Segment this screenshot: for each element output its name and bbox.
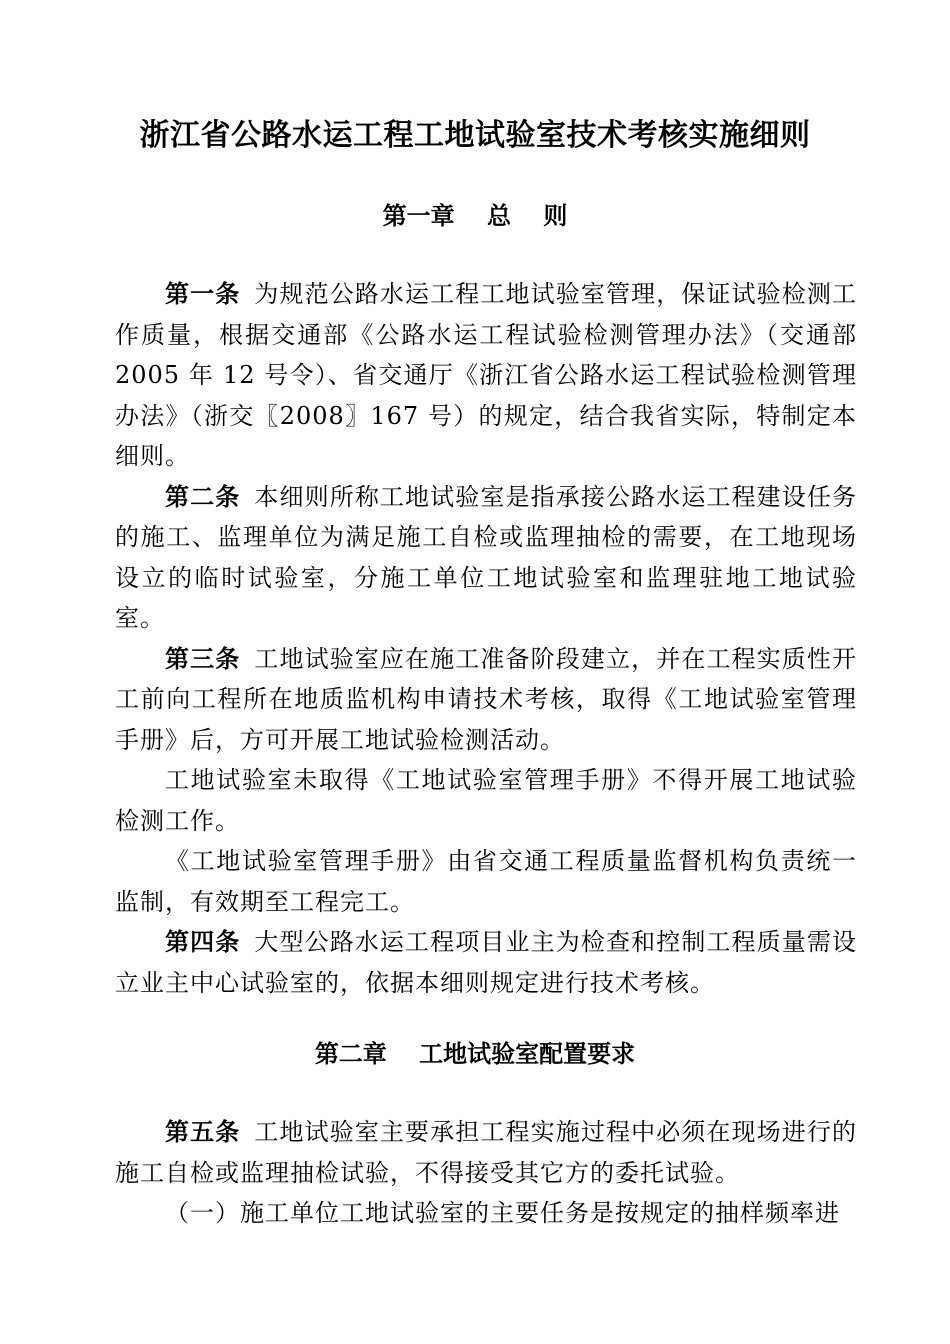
chapter-1-body [115,274,857,1003]
article-3-label: 第三条 [165,643,241,673]
article-4-text: 大型公路水运工程项目业主为检查和控制工程质量需设立业主中心试验室的，依据本细则规定进行技术考核。 [115,928,858,997]
article-3-paragraph-a: 工地试验室未取得《工地试验室管理手册》不得开展工地试验检测工作。 [115,766,857,835]
chapter-1-heading: 第一章 总 则 [382,201,568,230]
chapter-2-body [115,1112,857,1234]
article-1 [115,274,857,477]
article-2-label: 第二条 [165,481,241,511]
article-4 [115,922,857,1003]
article-2 [115,477,857,639]
article-5-label: 第五条 [165,1117,241,1146]
article-5 [115,1112,857,1193]
article-3-paragraph-b: 《工地试验室管理手册》由省交通工程质量监督机构负责统一监制，有效期至工程完工。 [115,847,857,916]
chapter-2-heading: 第二章 工地试验室配置要求 [314,1039,636,1068]
article-4-label: 第四条 [165,927,241,956]
article-3-text: 工地试验室应在施工准备阶段建立，并在工程实质性开工前向工程所在地质监机构申请技术考核，取得《工地试验室管理手册》后，方可开展工地试验检测活动。 [115,644,858,754]
article-5-text: 工地试验室主要承担工程实施过程中必须在现场进行的施工自检或监理抽检试验，不得接受其它方的委托试验。 [115,1118,858,1187]
article-1-text: 为规范公路水运工程工地试验室管理，保证试验检测工作质量，根据交通部《公路水运工程试验检测管理办法》（交通部 2005 年 12 号令）、省交通厅《浙江省公路水运工程试验检测管理办法》（浙交〖2008〗167 号）的规定，结合我省实际，特制定本细则。 [115,280,858,470]
article-2-text: 本细则所称工地试验室是指承接公路水运工程建设任务的施工、监理单位为满足施工自检或监理抽检的需要，在工地现场设立的临时试验室，分施工单位工地试验室和监理驻地工地试验室。 [115,482,858,632]
article-5-item-1: （一）施工单位工地试验室的主要任务是按规定的抽样频率进 [165,1199,840,1227]
article-3 [115,639,857,761]
document-title: 浙江省公路水运工程工地试验室技术考核实施细则 [139,118,811,153]
article-1-label: 第一条 [165,279,241,308]
